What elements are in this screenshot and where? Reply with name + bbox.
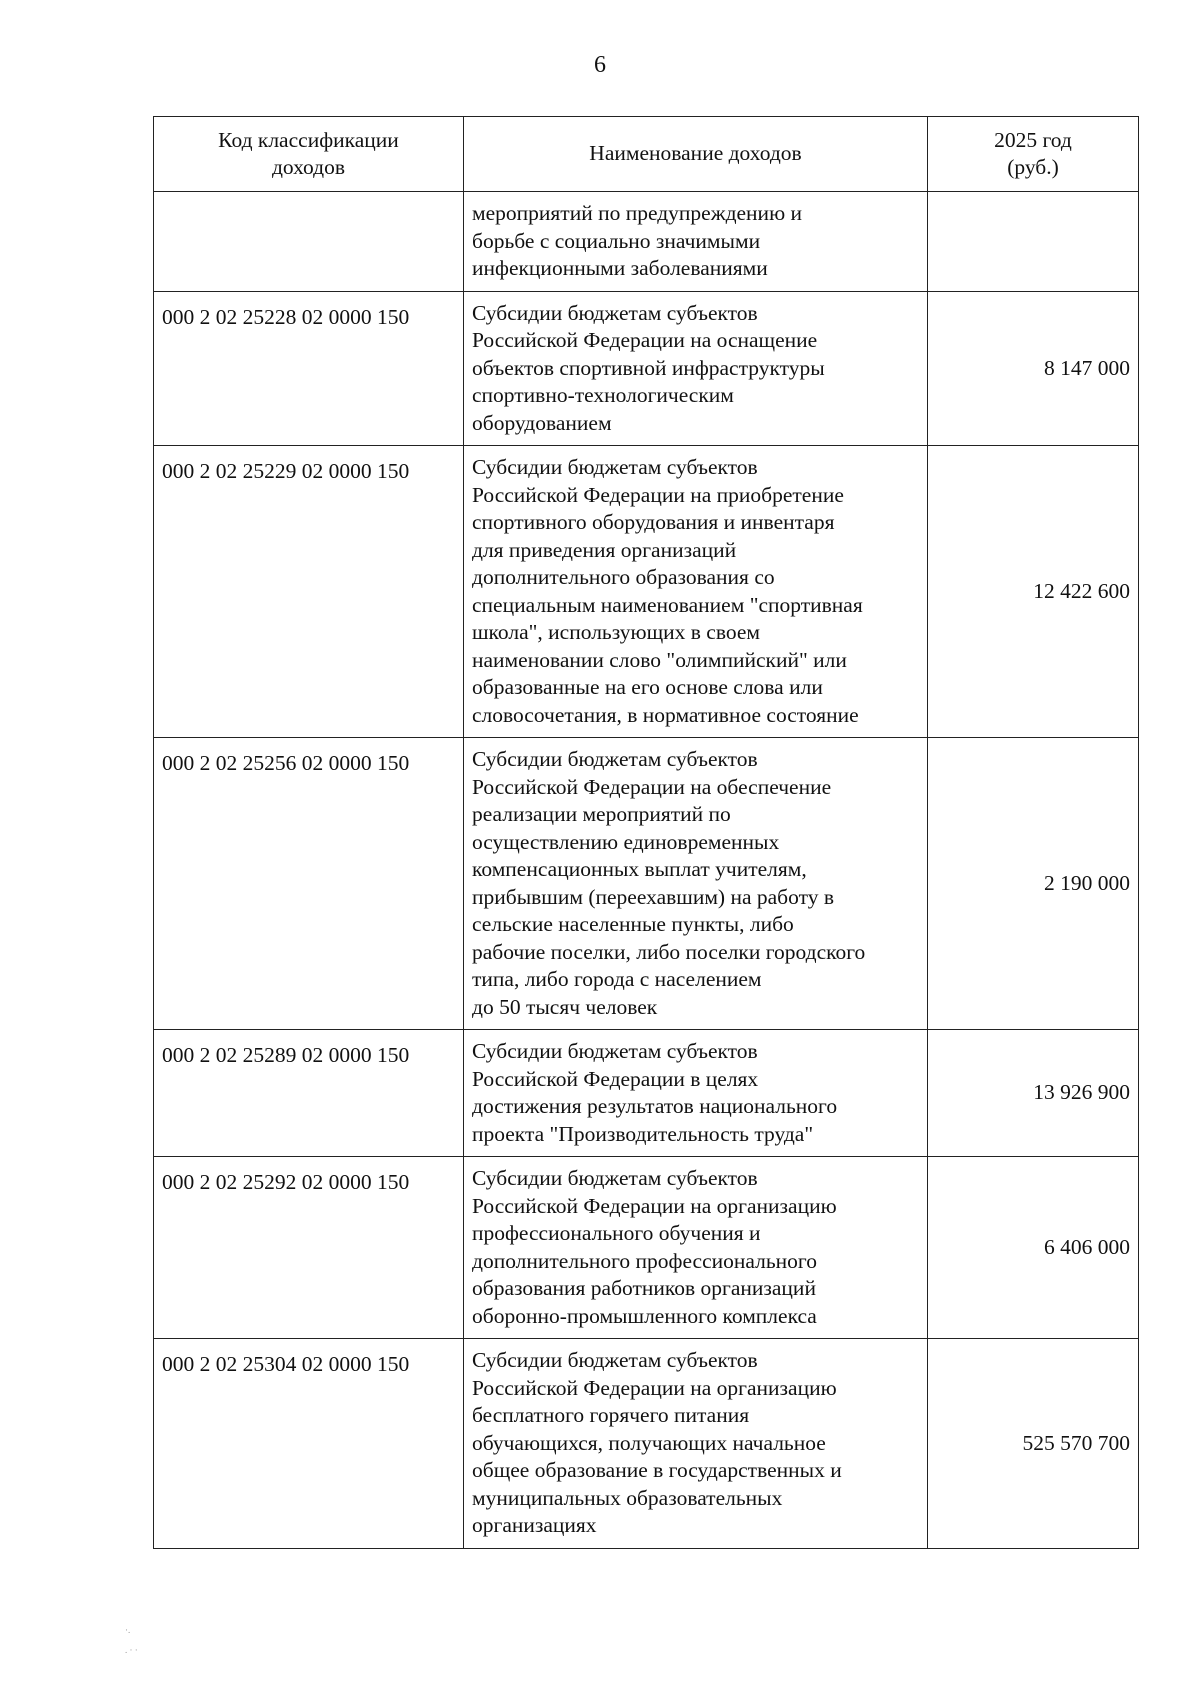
page-number: 6 [594, 52, 606, 78]
income-name-line: Субсидии бюджетам субъектов [472, 747, 758, 771]
income-name-cell [464, 1157, 928, 1339]
income-name-line: прибывшим (переехавшим) на работу в [472, 884, 834, 909]
header-code [154, 117, 464, 192]
income-amount-cell: 2 190 000 [928, 738, 1139, 1030]
income-name-line: мероприятий по предупреждению и [472, 201, 803, 225]
income-name-line: Субсидии бюджетам субъектов [472, 1039, 758, 1063]
income-name-line: обучающихся, получающих начальное [472, 1430, 826, 1455]
header-name [464, 117, 928, 192]
income-name-line: инфекционными заболеваниями [472, 256, 768, 280]
income-name-line: школа", использующих в своем [472, 620, 761, 644]
income-amount-cell: 6 406 000 [928, 1157, 1139, 1339]
income-name-line: Российской Федерации на оснащение [472, 328, 818, 352]
income-code-cell [154, 192, 464, 292]
income-code-cell: 000 2 02 25256 02 0000 150 [154, 738, 464, 1030]
income-name-line: компенсационных выплат учителям, [472, 857, 807, 881]
header-name-line: Наименование доходов [589, 141, 802, 166]
income-name-line: организациях [472, 1513, 597, 1537]
income-name-line: дополнительного профессионального [472, 1248, 817, 1273]
income-name-line: дополнительного образования со [472, 565, 775, 589]
income-name-line: Субсидии бюджетам субъектов [472, 1348, 758, 1372]
income-name-line: рабочие поселки, либо поселки городского [472, 939, 866, 964]
table-body [154, 192, 1139, 1549]
income-name-line: Российской Федерации на обеспечение [472, 774, 832, 799]
income-name-cell [464, 738, 928, 1030]
income-name-line: осуществлению единовременных [472, 829, 780, 854]
income-name-line: реализации мероприятий по [472, 802, 731, 826]
income-name-cell [464, 192, 928, 292]
income-amount-cell: 525 570 700 [928, 1339, 1139, 1549]
income-name-line: Субсидии бюджетам субъектов [472, 300, 758, 325]
income-amount-cell: 13 926 900 [928, 1030, 1139, 1157]
income-name-line: борьбе с социально значимыми [472, 228, 761, 253]
income-name-line: общее образование в государственных и [472, 1458, 842, 1482]
income-name-line: Российской Федерации в целях [472, 1066, 759, 1091]
income-name-line: спортивного оборудования и инвентаря [472, 510, 835, 534]
income-name-cell [464, 446, 928, 738]
income-name-line: Субсидии бюджетам субъектов [472, 1166, 758, 1190]
income-name-line: объектов спортивной инфраструктуры [472, 355, 825, 380]
income-amount-cell: 8 147 000 [928, 291, 1139, 446]
income-name-line: Российской Федерации на организацию [472, 1193, 837, 1218]
income-name-cell [464, 291, 928, 446]
income-name-line: профессионального обучения и [472, 1221, 761, 1245]
table-row [154, 291, 1139, 446]
income-name-cell [464, 1339, 928, 1549]
income-name-line: типа, либо города с населением [472, 967, 762, 991]
income-name-line: оборудованием [472, 410, 612, 435]
income-name-line: спортивно-технологическим [472, 383, 734, 407]
income-table [153, 116, 1139, 1549]
income-code-cell: 000 2 02 25228 02 0000 150 [154, 291, 464, 446]
header-amount-line: 2025 год [994, 127, 1072, 152]
table-row [154, 446, 1139, 738]
table-row [154, 192, 1139, 292]
table-row [154, 1339, 1139, 1549]
income-name-line: оборонно-промышленного комплекса [472, 1303, 817, 1328]
income-name-line: до 50 тысяч человек [472, 994, 658, 1019]
income-code-cell: 000 2 02 25229 02 0000 150 [154, 446, 464, 738]
table-row [154, 738, 1139, 1030]
income-name-line: бесплатного горячего питания [472, 1403, 750, 1427]
table-row [154, 1030, 1139, 1157]
header-code-line: доходов [271, 155, 346, 179]
income-name-line: достижения результатов национального [472, 1094, 838, 1118]
header-code-line: Код классификации [218, 127, 399, 152]
income-name-line: сельские населенные пункты, либо [472, 912, 794, 936]
income-name-line: образования работников организаций [472, 1276, 816, 1300]
scan-specks: ·. . · · [125, 1625, 138, 1655]
income-name-line: Субсидии бюджетам субъектов [472, 455, 758, 479]
income-name-line: муниципальных образовательных [472, 1485, 783, 1510]
header-amount-line: (руб.) [1007, 155, 1059, 179]
income-name-line: образованные на его основе слова или [472, 675, 823, 699]
income-name-line: словосочетания, в нормативное состояние [472, 702, 859, 727]
income-code-cell: 000 2 02 25292 02 0000 150 [154, 1157, 464, 1339]
income-amount-cell: 12 422 600 [928, 446, 1139, 738]
income-code-cell: 000 2 02 25289 02 0000 150 [154, 1030, 464, 1157]
income-name-line: для приведения организаций [472, 537, 737, 562]
income-name-line: наименовании слово "олимпийский" или [472, 647, 847, 672]
income-name-line: Российской Федерации на организацию [472, 1375, 837, 1400]
income-name-line: Российской Федерации на приобретение [472, 482, 844, 507]
income-name-line: специальным наименованием "спортивная [472, 592, 863, 617]
income-code-cell: 000 2 02 25304 02 0000 150 [154, 1339, 464, 1549]
income-amount-cell [928, 192, 1139, 292]
table-header-row [154, 117, 1139, 192]
table-row [154, 1157, 1139, 1339]
header-amount [928, 117, 1139, 192]
income-name-cell [464, 1030, 928, 1157]
income-name-line: проекта "Производительность труда" [472, 1121, 814, 1146]
